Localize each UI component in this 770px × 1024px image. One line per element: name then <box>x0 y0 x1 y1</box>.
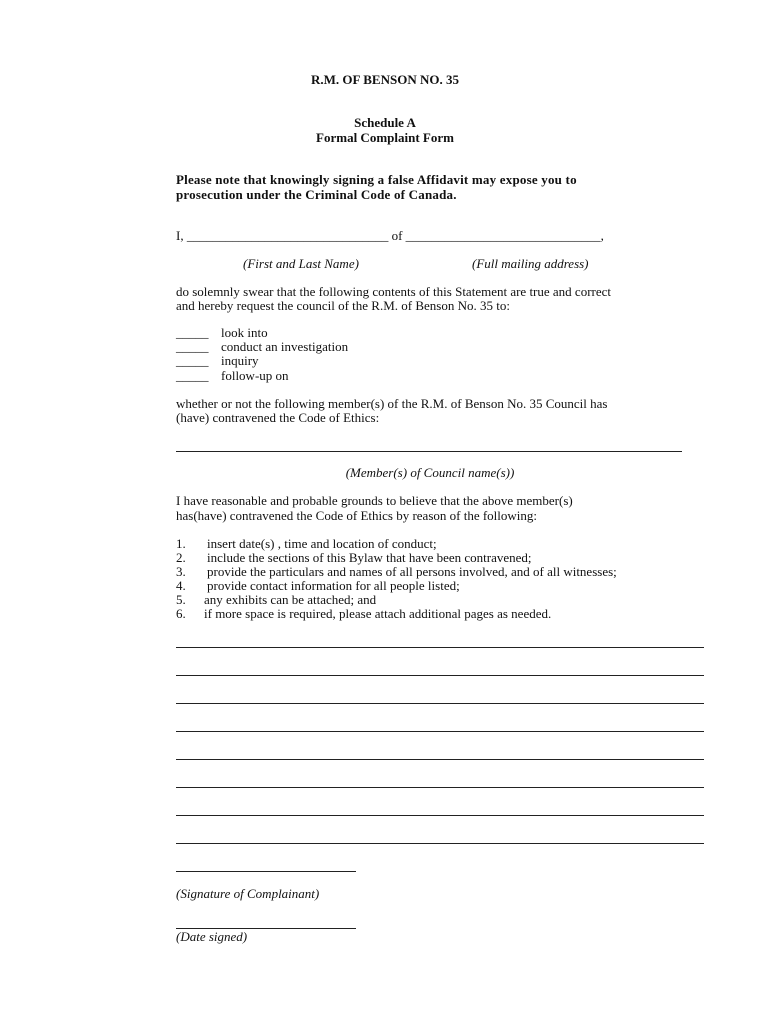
statement-line[interactable] <box>176 731 704 732</box>
option-blank: _____ <box>176 353 209 368</box>
grounds-line-1: I have reasonable and probable grounds to believe that the above member(s) <box>176 493 573 508</box>
option-label: look into <box>221 325 268 340</box>
identity-line: I, _______________________________ of ______________________________, <box>176 228 604 243</box>
instruction-text: provide the particulars and names of all persons involved, and of all witnesses; <box>207 564 617 579</box>
schedule-label: Schedule A <box>354 115 416 130</box>
instruction-text: insert date(s) , time and location of conduct; <box>207 536 437 551</box>
name-caption: (First and Last Name) <box>243 256 359 271</box>
option-blank: _____ <box>176 368 209 383</box>
warning-line-1: Please note that knowingly signing a false Affidavit may expose you to <box>176 172 577 187</box>
whether-line-1: whether or not the following member(s) of the R.M. of Benson No. 35 Council has <box>176 396 608 411</box>
whether-line-2: (have) contravened the Code of Ethics: <box>176 410 380 425</box>
instruction-number: 1. <box>176 536 186 551</box>
oath-line-2: and hereby request the council of the R.M. of Benson No. 35 to: <box>176 298 510 313</box>
option-blank: _____ <box>176 339 209 354</box>
signature-line[interactable] <box>176 871 356 872</box>
option-label: inquiry <box>221 353 259 368</box>
instruction-number: 5. <box>176 592 186 607</box>
grounds-line-2: has(have) contravened the Code of Ethics by reason of the following: <box>176 508 537 523</box>
form-title: Formal Complaint Form <box>316 130 454 145</box>
statement-line[interactable] <box>176 703 704 704</box>
instruction-text: any exhibits can be attached; and <box>204 592 377 607</box>
instruction-number: 2. <box>176 550 186 565</box>
statement-line[interactable] <box>176 815 704 816</box>
members-input-line[interactable] <box>176 451 682 452</box>
address-caption: (Full mailing address) <box>472 256 589 271</box>
warning-line-2: prosecution under the Criminal Code of Canada. <box>176 187 457 202</box>
instruction-number: 3. <box>176 564 186 579</box>
statement-line[interactable] <box>176 647 704 648</box>
signature-caption: (Signature of Complainant) <box>176 886 320 901</box>
option-label: conduct an investigation <box>221 339 349 354</box>
oath-line-1: do solemnly swear that the following contents of this Statement are true and correct <box>176 284 612 299</box>
statement-line[interactable] <box>176 787 704 788</box>
date-caption: (Date signed) <box>176 929 248 944</box>
statement-line[interactable] <box>176 675 704 676</box>
instruction-text: provide contact information for all people listed; <box>207 578 460 593</box>
instruction-text: include the sections of this Bylaw that have been contravened; <box>207 550 532 565</box>
statement-line[interactable] <box>176 759 704 760</box>
instruction-number: 4. <box>176 578 186 593</box>
statement-line[interactable] <box>176 843 704 844</box>
option-label: follow-up on <box>221 368 289 383</box>
members-caption: (Member(s) of Council name(s)) <box>345 465 515 480</box>
organization-title: R.M. OF BENSON NO. 35 <box>311 72 459 87</box>
instruction-number: 6. <box>176 606 186 621</box>
option-blank: _____ <box>176 325 209 340</box>
instruction-text: if more space is required, please attach additional pages as needed. <box>204 606 552 621</box>
